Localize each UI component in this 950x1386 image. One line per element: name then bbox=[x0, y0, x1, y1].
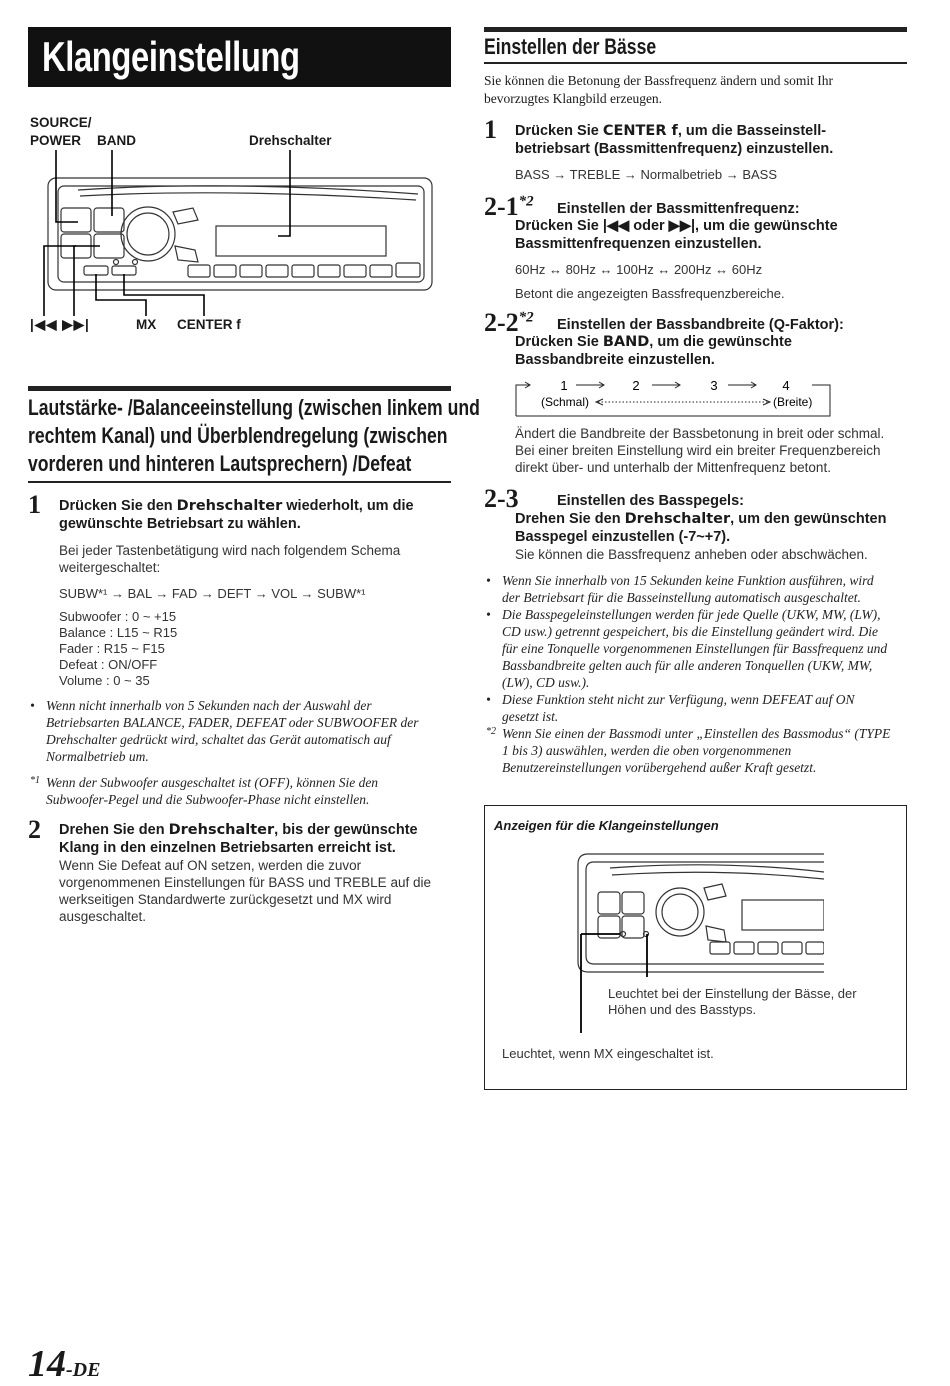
left-heading-line-1: Lautstärke- /Balanceeinstellung (zwischen linkem und bbox=[28, 395, 480, 420]
indicator-label2: Leuchtet, wenn MX eingeschaltet ist. bbox=[502, 1046, 714, 1061]
step22-body-line: direkt über- und unterhalb der Mittenfrequenz betont. bbox=[515, 460, 831, 475]
step1-range-balance: Balance : L15 ~ R15 bbox=[59, 625, 178, 640]
step22-line3: Bassbandbreite einzustellen. bbox=[515, 352, 715, 368]
note2-mark: *1 bbox=[30, 775, 40, 786]
label-drehschalter: Drehschalter bbox=[249, 133, 332, 148]
car-radio-illustration bbox=[28, 150, 448, 320]
rnote2-line: Die Basspegeleinstellungen werden für jede Quelle (UKW, MW, (LW), bbox=[502, 607, 881, 622]
step1-range-volume: Volume : 0 ~ 35 bbox=[59, 673, 150, 688]
rnote4-mark: *2 bbox=[486, 726, 496, 737]
step1-body-line1: Bei jeder Tastenbetätigung wird nach folgendem Schema bbox=[59, 543, 401, 558]
note1-bullet: • bbox=[30, 698, 35, 713]
step1-body-line2: weitergeschaltet: bbox=[59, 560, 161, 575]
step21-sequence: 60Hz ↔ 80Hz ↔ 100Hz ↔ 200Hz ↔ 60Hz bbox=[515, 262, 763, 277]
q-label-breite: (Breite) bbox=[773, 395, 813, 409]
step23-body: Sie können die Bassfrequenz anheben oder abschwächen. bbox=[515, 547, 868, 562]
step2-body-line: werkseitigen Standardwerte zurückgesetzt und MX wird bbox=[59, 892, 392, 907]
page-number: 14-DE bbox=[28, 1343, 101, 1385]
rnote2-line: für eine Tonquelle vorgenommenen Einstellungen für Bassfrequenz und bbox=[502, 641, 888, 656]
right-step-number-2-2: 2-2$^{*2}$ bbox=[484, 308, 534, 337]
right-step-number-2-3: 2-3 bbox=[484, 484, 519, 513]
rnote4-line: Wenn Sie einen der Bassmodi unter „Einstellen des Bassmodus“ (TYPE bbox=[502, 726, 891, 741]
step2-instruction: Drehen Sie den Drehschalter, bis der gewünschte bbox=[59, 822, 418, 838]
step1-range-subwoofer: Subwoofer : 0 ~ +15 bbox=[59, 609, 177, 624]
step21-title: Einstellen der Bassmittenfrequenz: bbox=[557, 201, 800, 217]
rnote3-bullet: • bbox=[486, 692, 491, 707]
rnote1-bullet: • bbox=[486, 573, 491, 588]
rnote2-bullet: • bbox=[486, 607, 491, 622]
right-intro-line: Sie können die Betonung der Bassfrequenz ändern und somit Ihr bbox=[484, 73, 834, 88]
indicator-box-title: Anzeigen für die Klangeinstellungen bbox=[494, 818, 719, 833]
left-heading-line-3: vorderen und hinteren Lautsprechern) /Defeat bbox=[28, 451, 412, 476]
left-heading-rule-bottom bbox=[28, 481, 451, 483]
step1-sequence: SUBW*¹ → BAL → FAD → DEFT → VOL → SUBW*¹ bbox=[59, 586, 366, 601]
rnote3-line: Diese Funktion steht nicht zur Verfügung, wenn DEFEAT auf ON bbox=[502, 692, 855, 707]
right-heading-rule-bottom bbox=[484, 62, 907, 64]
note1-line: Betriebsarten BALANCE, FADER, DEFEAT oder SUBWOOFER der bbox=[46, 715, 419, 730]
right-step1-sequence: BASS → TREBLE → Normalbetrieb → BASS bbox=[515, 167, 778, 182]
step22-line2: Drücken Sie BAND, um die gewünschte bbox=[515, 334, 792, 350]
rnote2-line: CD usw.) getrennt gespeichert, bis die Einstellung geändert wird. Die bbox=[502, 624, 878, 639]
page-title-bar bbox=[28, 27, 451, 87]
step2-instruction-line2: Klang in den einzelnen Betriebsarten erreicht ist. bbox=[59, 840, 396, 856]
label-power: POWER bbox=[30, 133, 82, 148]
rnote2-line: Bassbandbreite gelten auch für alle anderen Tonquellen (UKW, MW, bbox=[502, 658, 873, 673]
step23-line2: Drehen Sie den Drehschalter, um den gewünschten bbox=[515, 511, 887, 527]
step21-line3: Bassmittenfrequenzen einzustellen. bbox=[515, 236, 762, 252]
indicator-label1-line: Höhen und des Basstyps. bbox=[608, 1002, 757, 1017]
left-heading-rule-top bbox=[28, 386, 451, 391]
rnote1-line: der Betriebsart für die Basseinstellung automatisch ausgeschaltet. bbox=[502, 590, 861, 605]
rnote1-line: Wenn Sie innerhalb von 15 Sekunden keine Funktion ausführen, wird bbox=[502, 573, 874, 588]
step22-body-line: Bei einer breiten Einstellung wird ein breiter Frequenzbereich bbox=[515, 443, 881, 458]
rnote4-line: Benutzereinstellungen vorübergehend außer Kraft gesetzt. bbox=[502, 760, 817, 775]
rnote4-line: 1 bis 3) auswählen, werden die oben vorgenommenen bbox=[502, 743, 792, 758]
label-band: BAND bbox=[97, 133, 136, 148]
left-heading-line-2: rechtem Kanal) und Überblendregelung (zwischen bbox=[28, 423, 448, 448]
right-step1-instruction-line2: betriebsart (Bassmittenfrequenz) einzustellen. bbox=[515, 141, 834, 157]
note1-line: Normalbetrieb um. bbox=[46, 749, 149, 764]
right-step-number-2-1: 2-1$^{*2}$ bbox=[484, 192, 534, 221]
step22-title: Einstellen der Bassbandbreite (Q-Faktor): bbox=[557, 317, 844, 333]
rnote3-line: gesetzt ist. bbox=[502, 709, 559, 724]
step-number-1: 1 bbox=[28, 490, 41, 519]
step-number-2: 2 bbox=[28, 815, 41, 844]
note1-line: Drehschalter gedrückt wird, schaltet das Gerät automatisch auf bbox=[46, 732, 391, 747]
label-center-f: CENTER f bbox=[177, 317, 241, 332]
note2-line: Wenn der Subwoofer ausgeschaltet ist (OFF), können Sie den bbox=[46, 775, 379, 790]
note1-line: Wenn nicht innerhalb von 5 Sekunden nach der Auswahl der bbox=[46, 698, 372, 713]
indicator-label1-line: Leuchtet bei der Einstellung der Bässe, der bbox=[608, 986, 857, 1001]
q-value-4: 4 bbox=[782, 378, 790, 393]
right-intro-line: bevorzugtes Klangbild erzeugen. bbox=[484, 91, 663, 106]
step23-title: Einstellen des Basspegels: bbox=[557, 493, 744, 509]
step1-instruction-line2: gewünschte Betriebsart zu wählen. bbox=[59, 516, 301, 532]
step1-range-defeat: Defeat : ON/OFF bbox=[59, 657, 158, 672]
step21-body: Betont die angezeigten Bassfrequenzbereiche. bbox=[515, 286, 785, 301]
q-value-2: 2 bbox=[632, 378, 640, 393]
step1-range-fader: Fader : R15 ~ F15 bbox=[59, 641, 165, 656]
step1-instruction: Drücken Sie den Drehschalter wiederholt, um die bbox=[59, 498, 414, 514]
page-title: Klangeinstellung bbox=[42, 33, 300, 80]
q-factor-diagram bbox=[510, 374, 840, 420]
q-value-1: 1 bbox=[560, 378, 568, 393]
note2-line: Subwoofer-Pegel und die Subwoofer-Phase nicht einstellen. bbox=[46, 792, 370, 807]
right-step1-instruction: Drücken Sie CENTER f, um die Basseinstell- bbox=[515, 123, 827, 139]
right-step-number-1: 1 bbox=[484, 115, 497, 144]
label-prev-next: |◀◀ ▶▶| bbox=[30, 317, 90, 332]
step2-body-line: ausgeschaltet. bbox=[59, 909, 147, 924]
right-heading: Einstellen der Bässe bbox=[484, 34, 657, 59]
step22-body-line: Ändert die Bandbreite der Bassbetonung in breit oder schmal. bbox=[515, 426, 885, 441]
right-heading-rule-top bbox=[484, 27, 907, 32]
label-source: SOURCE/ bbox=[30, 115, 92, 130]
step2-body-line: Wenn Sie Defeat auf ON setzen, werden die zuvor bbox=[59, 858, 362, 873]
label-mx: MX bbox=[136, 317, 157, 332]
step21-line2: Drücken Sie |◀◀ oder ▶▶|, um die gewünschte bbox=[515, 218, 838, 234]
q-label-schmal: (Schmal) bbox=[541, 395, 590, 409]
q-value-3: 3 bbox=[710, 378, 718, 393]
step23-line3: Basspegel einzustellen (-7~+7). bbox=[515, 529, 731, 545]
rnote2-line: (LW), CD usw.). bbox=[502, 675, 590, 690]
step2-body-line: vorgenommenen Einstellungen für BASS und TREBLE auf die bbox=[59, 875, 431, 890]
